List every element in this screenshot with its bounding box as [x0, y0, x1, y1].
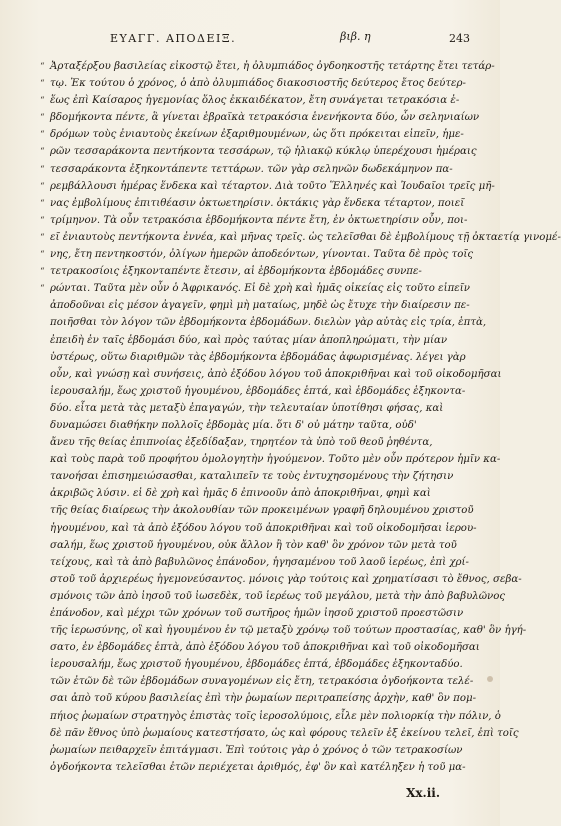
- line-text: ὑστέρως, οὕτω διαριθμῶν τὰς ἑβδομήκοντα ἑβδομάδας ἀφωρισμένας. λέγει γὰρ: [50, 351, 466, 363]
- text-line: [40, 502, 475, 519]
- book-indicator: βιβ. η: [340, 30, 371, 43]
- text-line: [40, 588, 506, 605]
- text-line: [40, 178, 495, 195]
- line-text: βδομήκοντα πέντε, ἃ γίνεται ἑβραϊκὰ τετρακόσια ἑνενήκοντα δύο, ὧν σεληνιαίων: [50, 112, 480, 124]
- line-text: νης, ἔτη πεντηκοστόν, ὀλίγων ἡμερῶν ἀποδεόντων, γίνονται. Ταῦτα δὲ πρὸς τοῖς: [50, 249, 474, 261]
- line-text: τῆς θείας διαίρεως τὴν ἀκολουθίαν τῶν προκειμένων γραφῆ δηλουμένου χριστοῦ: [50, 505, 474, 517]
- text-line: [40, 314, 487, 331]
- text-line: [40, 725, 519, 742]
- text-line: [40, 366, 502, 383]
- line-text: ἱερουσαλήμ, ἕως χριστοῦ ἡγουμένου, ἑβδομάδες ἑπτά, ἑβδομάδες ἑξηκονταδύο.: [50, 659, 463, 671]
- text-line: [40, 161, 475, 178]
- text-line: [40, 656, 475, 673]
- quote-marker: “: [40, 215, 45, 226]
- quote-marker: “: [40, 198, 45, 209]
- text-line: [40, 246, 475, 263]
- text-line: [40, 75, 475, 92]
- quote-marker: “: [40, 62, 45, 72]
- quote-marker: “: [40, 96, 45, 107]
- text-line: [40, 229, 561, 246]
- line-text: ρώνται. Ταῦτα μὲν οὖν ὁ Ἀφρικανός. Εἰ δὲ χρὴ καὶ ἡμᾶς οἰκείας εἰς τοῦτο εἰπεῖν: [50, 283, 470, 295]
- page-header: [40, 30, 470, 50]
- text-line: [40, 195, 475, 212]
- text-line: [40, 468, 475, 485]
- signature-mark: Xx.ii.: [406, 786, 440, 800]
- text-line: [40, 690, 475, 707]
- text-line: [40, 332, 475, 349]
- quote-marker: “: [40, 130, 45, 141]
- line-text: ρῶν τεσσαράκοντα πεντήκοντα τεσσάρων, τῷ ἡλιακῷ κύκλῳ ὑπερέχουσι ἡμέραις: [50, 146, 477, 158]
- line-text: Ἀρταξέρξου βασιλείας εἰκοστῷ ἔτει, ἡ ὀλυμπιάδος ὀγδοηκοστῆς τετάρτης ἔτει τετάρ-: [50, 61, 495, 72]
- text-line: [40, 485, 475, 502]
- line-text: ἕως ἐπὶ Καίσαρος ἡγεμονίας ὅλος ἐκκαιδέκατον, ἔτη συνάγεται τετρακόσια ἑ-: [50, 95, 460, 107]
- line-text: εῖ ἐνιαυτοὺς πεντήκοντα ἐννέα, καὶ μῆνας τρεῖς. ὡς τελεῖσθαι δὲ ἐμβολίμους τῇ ὀκταετίᾳ γινομέ-: [50, 231, 561, 243]
- text-line: [40, 58, 495, 75]
- line-text: δυναμώσει διαθήκην πολλοῖς ἑβδομὰς μία. ὅτι δ' οὐ μάτην ταῦτα, οὐδ': [50, 419, 417, 431]
- line-text: τῶν ἐτῶν δὲ τῶν ἑβδομάδων συναγομένων εἰς ἔτη, τετρακόσια ὀγδοήκοντα τελέ-: [50, 676, 474, 688]
- running-title: ΕΥΑΓΓ. ΑΠΟΔΕΙΞ.: [110, 32, 237, 45]
- quote-marker: “: [40, 113, 45, 124]
- text-line: [40, 520, 475, 537]
- line-text: τείχους, καὶ τὰ ἀπὸ βαβυλῶνος ἐπάνοδον, ἡγησαμένου τοῦ λαοῦ ἱερέως, ἐπὶ χρί-: [50, 556, 469, 568]
- line-text: ἐπειδὴ ἐν ταῖς ἑβδομάσι δύο, καὶ πρὸς ταύτας μίαν ἀποπληρώματι, τὴν μίαν: [50, 334, 448, 346]
- line-text: τεσσαράκοντα ἐξηκοντάπεντε τεττάρων. τῶν γὰρ σεληνῶν δωδεκάμηνον πα-: [50, 163, 453, 175]
- text-line: [40, 349, 475, 366]
- quote-marker: “: [40, 79, 45, 90]
- text-line: [40, 742, 475, 759]
- line-text: νας ἐμβολίμους ἐπιτιθέασιν ὀκτωετηρίσιν. ὀκτάκις γὰρ ἕνδεκα τέταρτον, ποιεῖ: [50, 197, 465, 209]
- line-text: ρεμβάλλουσι ἡμέρας ἕνδεκα καὶ τέταρτον. Διὰ τοῦτο Ἕλληνές καὶ Ἰουδαῖοι τρεῖς μῆ-: [50, 180, 495, 192]
- text-line: [40, 434, 475, 451]
- line-text: ῥωμαίων πειθαρχεῖν ἐπιτάγμασι. Ἐπὶ τούτοις γὰρ ὁ χρόνος ὁ τῶν τετρακοσίων: [50, 744, 463, 756]
- quote-marker: “: [40, 267, 45, 278]
- text-line: [40, 451, 501, 468]
- line-text: δὲ πᾶν ἔθνος ὑπὸ ῥωμαίους κατεστήσατο, ὡς καὶ φόρους τελεῖν ἐξ ἐκείνου τελεῖ, ἐπὶ τοῖς: [50, 727, 519, 739]
- line-text: ἄνευ τῆς θείας ἐπιπνοίας ἐξεδίδαξαν, τηρητέον τὰ ὑπὸ τοῦ θεοῦ ῥηθέντα,: [50, 437, 433, 449]
- text-line: [40, 759, 475, 776]
- text-line: [40, 673, 475, 690]
- text-line: [40, 263, 475, 280]
- line-text: σατο, ἐν ἑβδομάδες ἑπτὰ, ἀπὸ ἐξόδου λόγου τοῦ ἀποκριθῆναι καὶ τοῦ οἰκοδομῆσαι: [50, 642, 480, 654]
- paper-stain: [487, 676, 493, 682]
- text-line: [40, 383, 475, 400]
- line-text: ἐπάνοδον, καὶ μέχρι τῶν χρόνων τοῦ σωτῆρος ἡμῶν ἰησοῦ χριστοῦ προεστῶσιν: [50, 608, 464, 619]
- line-text: τρίμηνον. Τὰ οὖν τετρακόσια ἑβδομήκοντα πέντε ἔτη, ἐν ὀκτωετηρίσιν οὖν, ποι-: [50, 214, 468, 226]
- line-text: δύο. εἶτα μετὰ τὰς μεταξὺ ἐπαγαγών, τὴν τελευταίαν ὑποτίθησι φήσας, καὶ: [50, 402, 444, 414]
- page-number: 243: [449, 32, 470, 45]
- line-text: ἀποδοῦναι εἰς μέσον ἀγαγεῖν, φημὶ μὴ ματαίως, μηδὲ ὡς ἔτυχε τὴν διαίρεσιν πε-: [50, 300, 470, 312]
- text-line: [40, 143, 475, 160]
- quote-marker: “: [40, 147, 45, 158]
- text-line: [40, 605, 475, 622]
- line-text: δρόμων τοὺς ἐνιαυτοὺς ἐκείνων ἐξαριθμουμένων, ὡς ὅτι πρόκειται εἰπεῖν, ἡμε-: [50, 129, 464, 141]
- text-line: [40, 622, 527, 639]
- text-line: [40, 109, 480, 126]
- text-line: [40, 280, 475, 297]
- text-line: [40, 417, 475, 434]
- line-text: τανοήσαι ἐπισημειώσασθαι, καταλιπεῖν τε τοὺς ἐντυχησομένους τὴν ζήτησιν: [50, 471, 454, 483]
- quote-marker: “: [40, 250, 45, 261]
- line-text: τῆς ἱερωσύνης, οἳ καὶ ἡγουμένου ἐν τῷ μεταξὺ χρόνῳ τοῦ τούτων προστασίας, καθ' ὃν ἡγή-: [50, 625, 527, 637]
- line-text: τετρακοσίοις ἑξηκονταπέντε ἔτεσιν, αἱ ἑβδομήκοντα ἑβδομάδες συνπε-: [50, 266, 422, 278]
- quote-marker: “: [40, 232, 45, 243]
- line-text: πήιος ῥωμαίων στρατηγὸς ἐπιστὰς τοῖς ἱεροσολύμοις, εἷλε μὲν πολιορκίᾳ τὴν πόλιν, ὁ: [50, 710, 501, 722]
- text-line: [40, 297, 475, 314]
- text-line: [40, 212, 475, 229]
- line-text: στοῦ τοῦ ἀρχιερέως ἡγεμονεύσαντος. μόνοις γὰρ τούτοις καὶ χρηματίσασι τὸ ἔθνος, σεβα-: [50, 573, 522, 585]
- line-text: οὖν, καὶ γνώσῃ καὶ συνήσεις, ἀπὸ ἐξόδου λόγου τοῦ ἀποκριθῆναι καὶ τοῦ οἰκοδομῆσαι: [50, 368, 502, 380]
- line-text: σαλήμ, ἕως χριστοῦ ἡγουμένου, οὐκ ἄλλον ἢ τὸν καθ' ὃν χρόνον τῶν μετὰ τοῦ: [50, 539, 457, 551]
- line-text: ποιῆσθαι τὸν λόγον τῶν ἑβδομήκοντα ἑβδομάδων. διελὼν γὰρ αὐτὰς εἰς τρία, ἑπτὰ,: [50, 317, 487, 329]
- line-text: ἡγουμένου, καὶ τὰ ἀπὸ ἐξόδου λόγου τοῦ ἀποκριθῆναι καὶ τοῦ οἰκοδομῆσαι ἱερου-: [50, 522, 477, 534]
- quote-marker: “: [40, 164, 45, 175]
- text-line: [40, 571, 522, 588]
- text-line: [40, 639, 480, 656]
- line-text: ὀγδοήκοντα τελεῖσθαι ἐτῶν περιέχεται ἀριθμός, ἐφ' ὃν καὶ κατέληξεν ἡ τοῦ μα-: [50, 761, 466, 773]
- line-text: σαι ἀπὸ τοῦ κύρου βασιλείας ἐπὶ τὴν ῥωμαίων περιτραπείσης ἀρχὴν, καθ' ὃν πομ-: [50, 693, 477, 705]
- line-text: τῳ. Ἐκ τούτου ὁ χρόνος, ὁ ἀπὸ ὀλυμπιάδος διακοσιοστῆς δεύτερος ἔτος δεύτερ-: [50, 78, 466, 90]
- text-line: [40, 537, 475, 554]
- line-text: καὶ τοὺς παρὰ τοῦ προφήτου ὁμολογητὴν ἡγούμενον. Τοῦτο μὲν οὖν πρότερον ἡμῖν κα-: [50, 454, 501, 466]
- text-line: [40, 708, 501, 725]
- quote-marker: “: [40, 284, 45, 295]
- text-line: [40, 400, 475, 417]
- line-text: σμόνοις τῶν ἀπὸ ἰησοῦ τοῦ ἰωσεδὲκ, τοῦ ἱερέως τοῦ μεγάλου, μετὰ τὴν ἀπὸ βαβυλῶνος: [50, 590, 506, 602]
- text-line: [40, 126, 475, 143]
- greek-body-text: [40, 58, 561, 776]
- line-text: ἀκριβῶς λύσιν. εἰ δὲ χρὴ καὶ ἡμᾶς δ ἐπινοοῦν ἀπὸ ἀποκριθῆναι, φημὶ καὶ: [50, 488, 431, 500]
- text-line: [40, 92, 475, 109]
- quote-marker: “: [40, 181, 45, 192]
- line-text: ἱερουσαλήμ, ἕως χριστοῦ ἡγουμένου, ἑβδομάδες ἑπτά, καὶ ἑβδομάδες ἑξηκοντα-: [50, 385, 466, 397]
- text-line: [40, 554, 475, 571]
